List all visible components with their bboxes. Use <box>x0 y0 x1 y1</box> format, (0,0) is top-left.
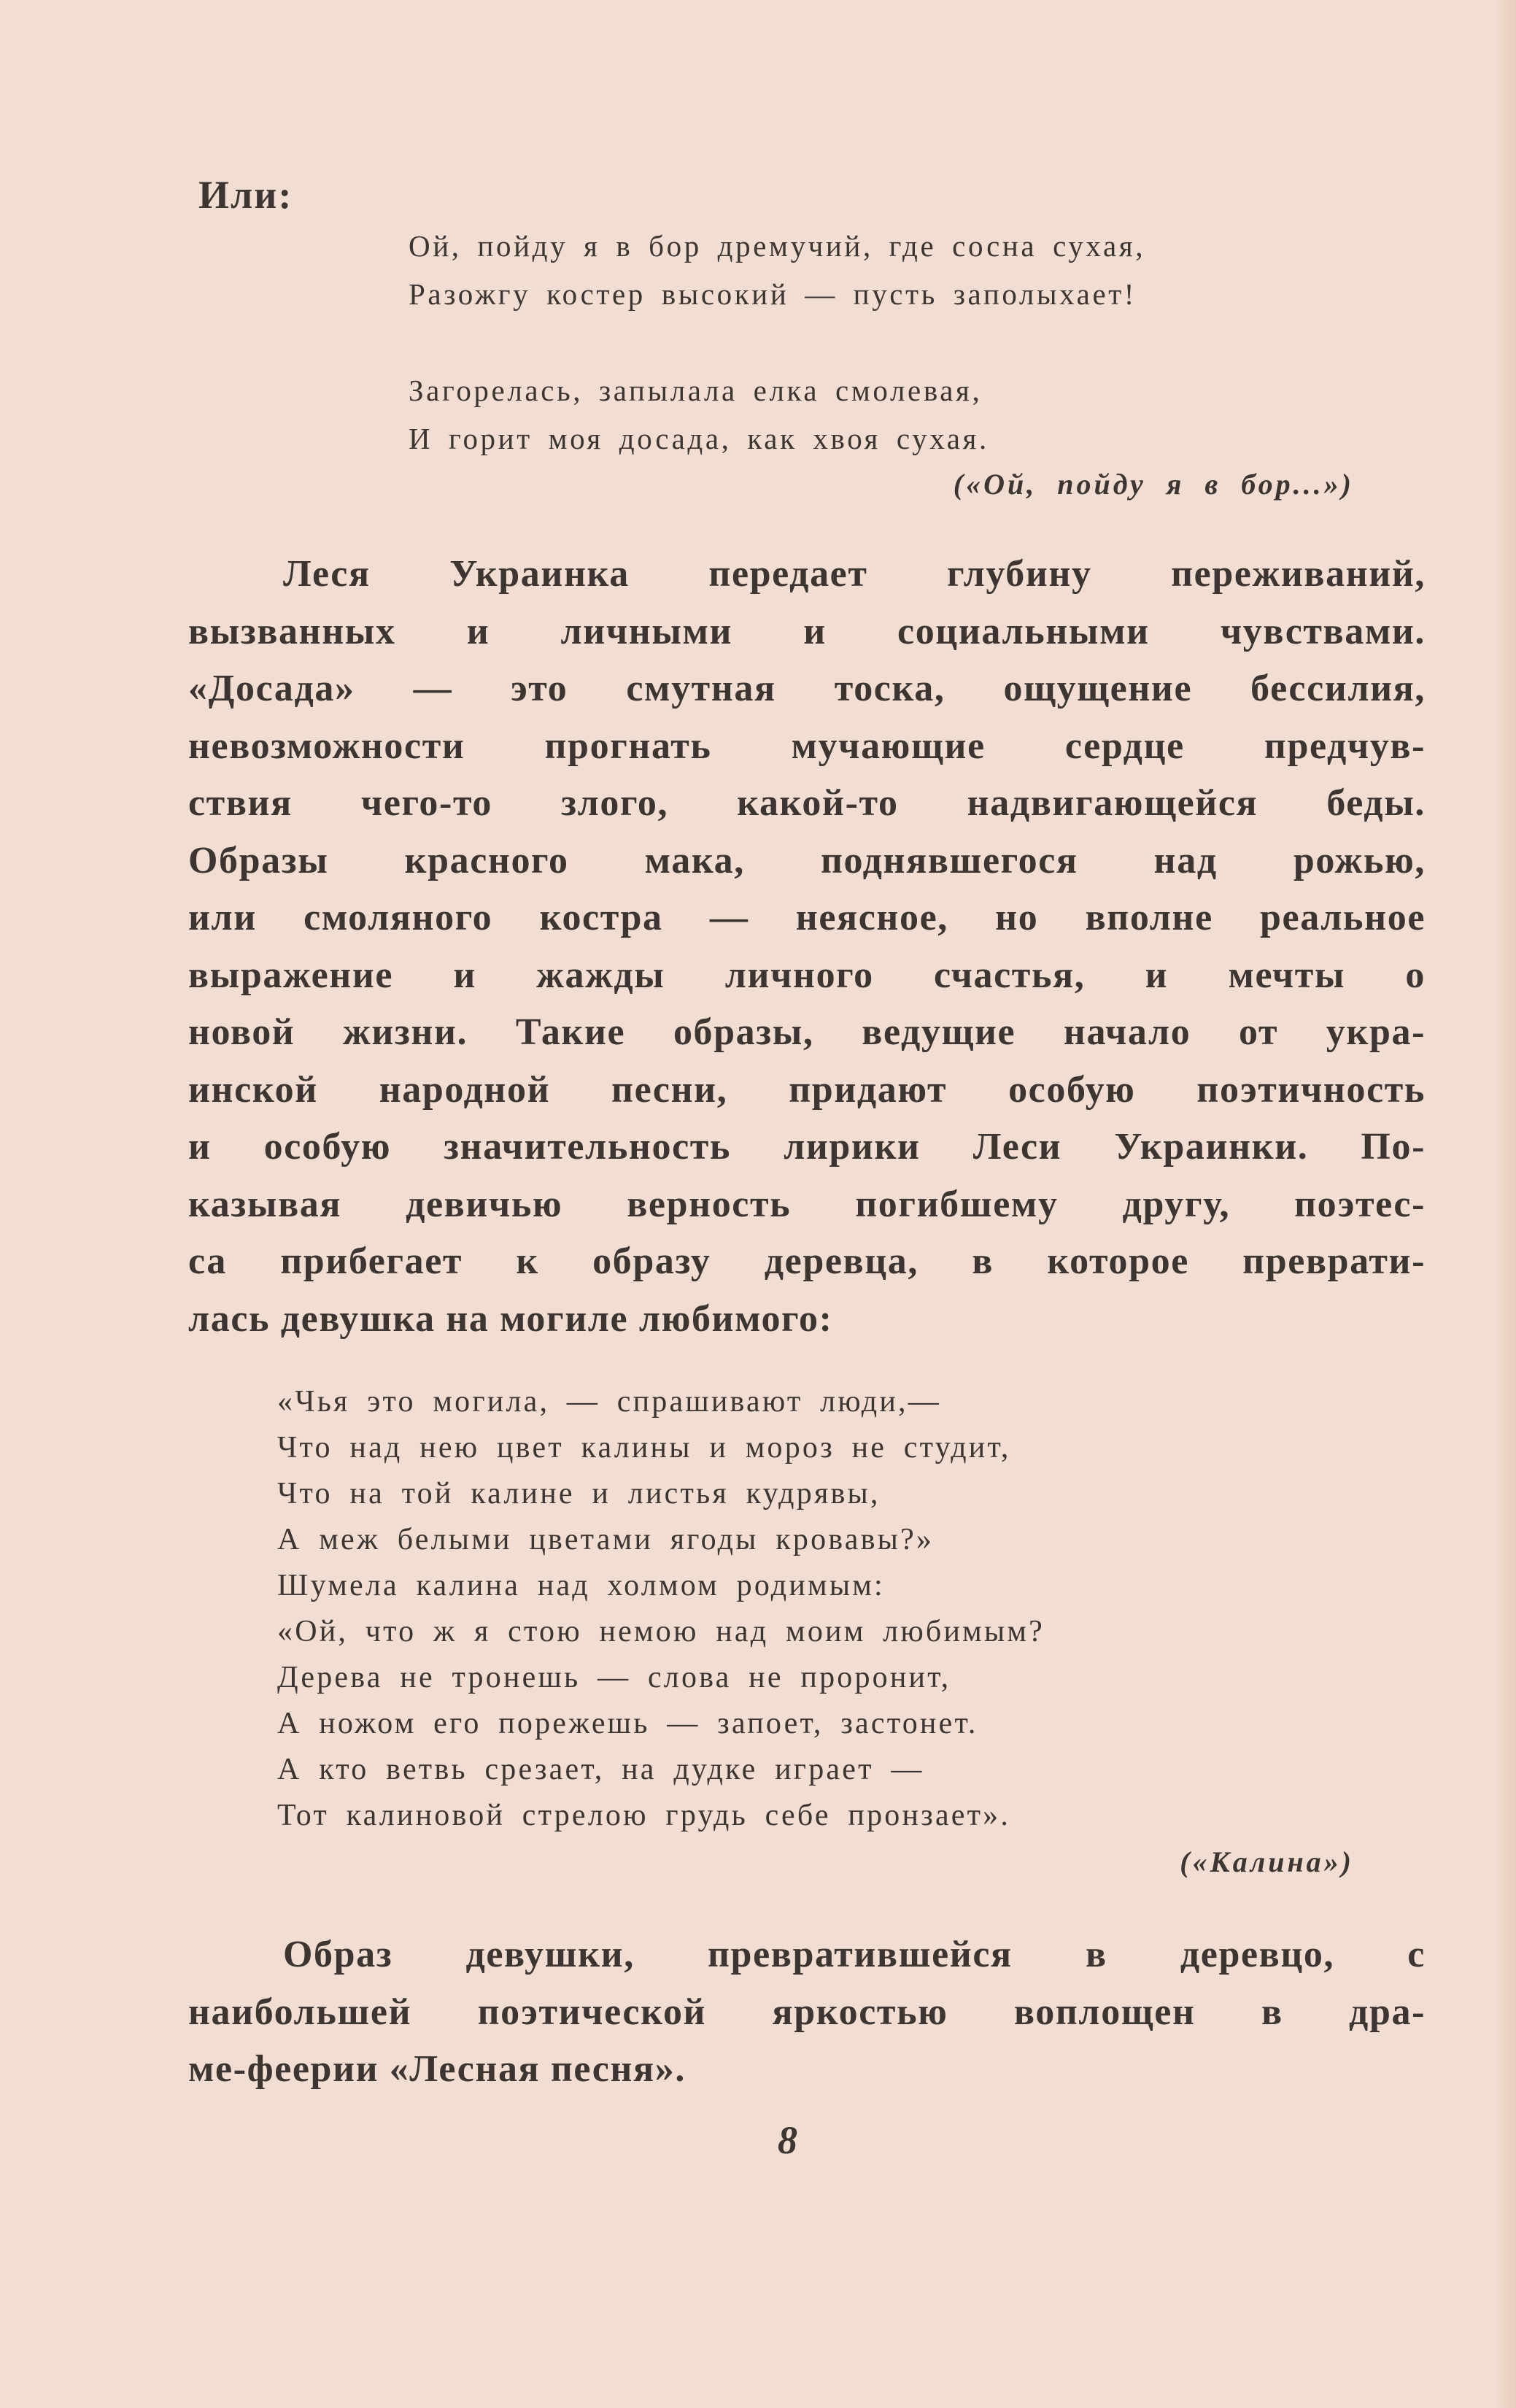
poem-citation: («Ой, пойду я в бор...») <box>953 468 1354 501</box>
verse-line: Разожгу костер высокий — пусть заполыхает! <box>409 277 1137 311</box>
paragraph-2 <box>188 1926 1426 2099</box>
paragraph-line: выражение и жажды личного счастья, и мечты о <box>188 954 1426 996</box>
verse-line: А меж белыми цветами ягоды кровавы?» <box>277 1523 935 1556</box>
verse-line: Шумела калина над холмом родимым: <box>277 1569 885 1602</box>
stanza-break <box>409 318 1145 366</box>
verse-line: Дерева не тронешь — слова не проронит, <box>277 1661 951 1694</box>
verse-line: «Чья это могила, — спрашивают люди,— <box>277 1385 941 1419</box>
poem-kalina <box>277 1379 1045 1839</box>
poem-oi-poidu <box>409 222 1145 463</box>
paragraph-line: ме-феерии «Лесная песня». <box>188 2048 686 2090</box>
paragraph-line: Леся Украинка передает глубину переживаний, <box>283 553 1426 595</box>
paragraph-line: ствия чего-то злого, какой-то надвигающейся беды. <box>188 782 1426 824</box>
paragraph-line: лась девушка на могиле любимого: <box>188 1297 833 1340</box>
verse-line: «Ой, что ж я стою немою над моим любимым? <box>277 1615 1045 1648</box>
paragraph-1 <box>188 546 1426 1348</box>
page-edge-shadow <box>1494 0 1516 2408</box>
verse-line: А кто ветвь срезает, на дудке играет — <box>277 1753 924 1786</box>
verse-line: И горит моя досада, как хвоя сухая. <box>409 422 989 455</box>
paragraph-line: Образы красного мака, поднявшегося над рожью, <box>188 839 1426 881</box>
paragraph-line: инской народной песни, придают особую поэтичность <box>188 1068 1426 1111</box>
verse-line: Тот калиновой стрелою грудь себе пронзает». <box>277 1799 1011 1832</box>
paragraph-line: «Досада» — это смутная тоска, ощущение бессилия, <box>188 668 1426 709</box>
verse-line: А ножом его порежешь — запоет, застонет. <box>277 1707 978 1740</box>
paragraph-line: вызванных и личными и социальными чувствами. <box>188 610 1426 652</box>
intro-text: Или: <box>198 173 293 217</box>
paragraph-line: наибольшей поэтической яркостью воплощен в дра- <box>188 1991 1426 2033</box>
verse-line: Ой, пойду я в бор дремучий, где сосна сухая, <box>409 229 1146 263</box>
paragraph-line: Образ девушки, превратившейся в деревцо, с <box>283 1934 1426 1975</box>
verse-line: Что над нею цвет калины и мороз не студит, <box>277 1431 1011 1465</box>
paragraph-line: или смоляного костра — неясное, но вполне реальное <box>188 897 1426 938</box>
verse-line: Загорелась, запылала елка смолевая, <box>409 374 983 407</box>
paragraph-line: новой жизни. Такие образы, ведущие начало от укра- <box>188 1011 1426 1053</box>
paragraph-line: невозможности прогнать мучающие сердце предчув- <box>188 725 1426 767</box>
verse-line: Что на той калине и листья кудрявы, <box>277 1477 881 1510</box>
paragraph-line: са прибегает к образу деревца, в которое преврати- <box>188 1240 1426 1282</box>
paragraph-line: и особую значительность лирики Леси Украинки. По- <box>188 1126 1426 1168</box>
page-number: 8 <box>778 2118 797 2162</box>
poem-citation: («Калина») <box>1180 1845 1354 1878</box>
paragraph-line: казывая девичью верность погибшему другу, поэтес- <box>188 1183 1426 1225</box>
